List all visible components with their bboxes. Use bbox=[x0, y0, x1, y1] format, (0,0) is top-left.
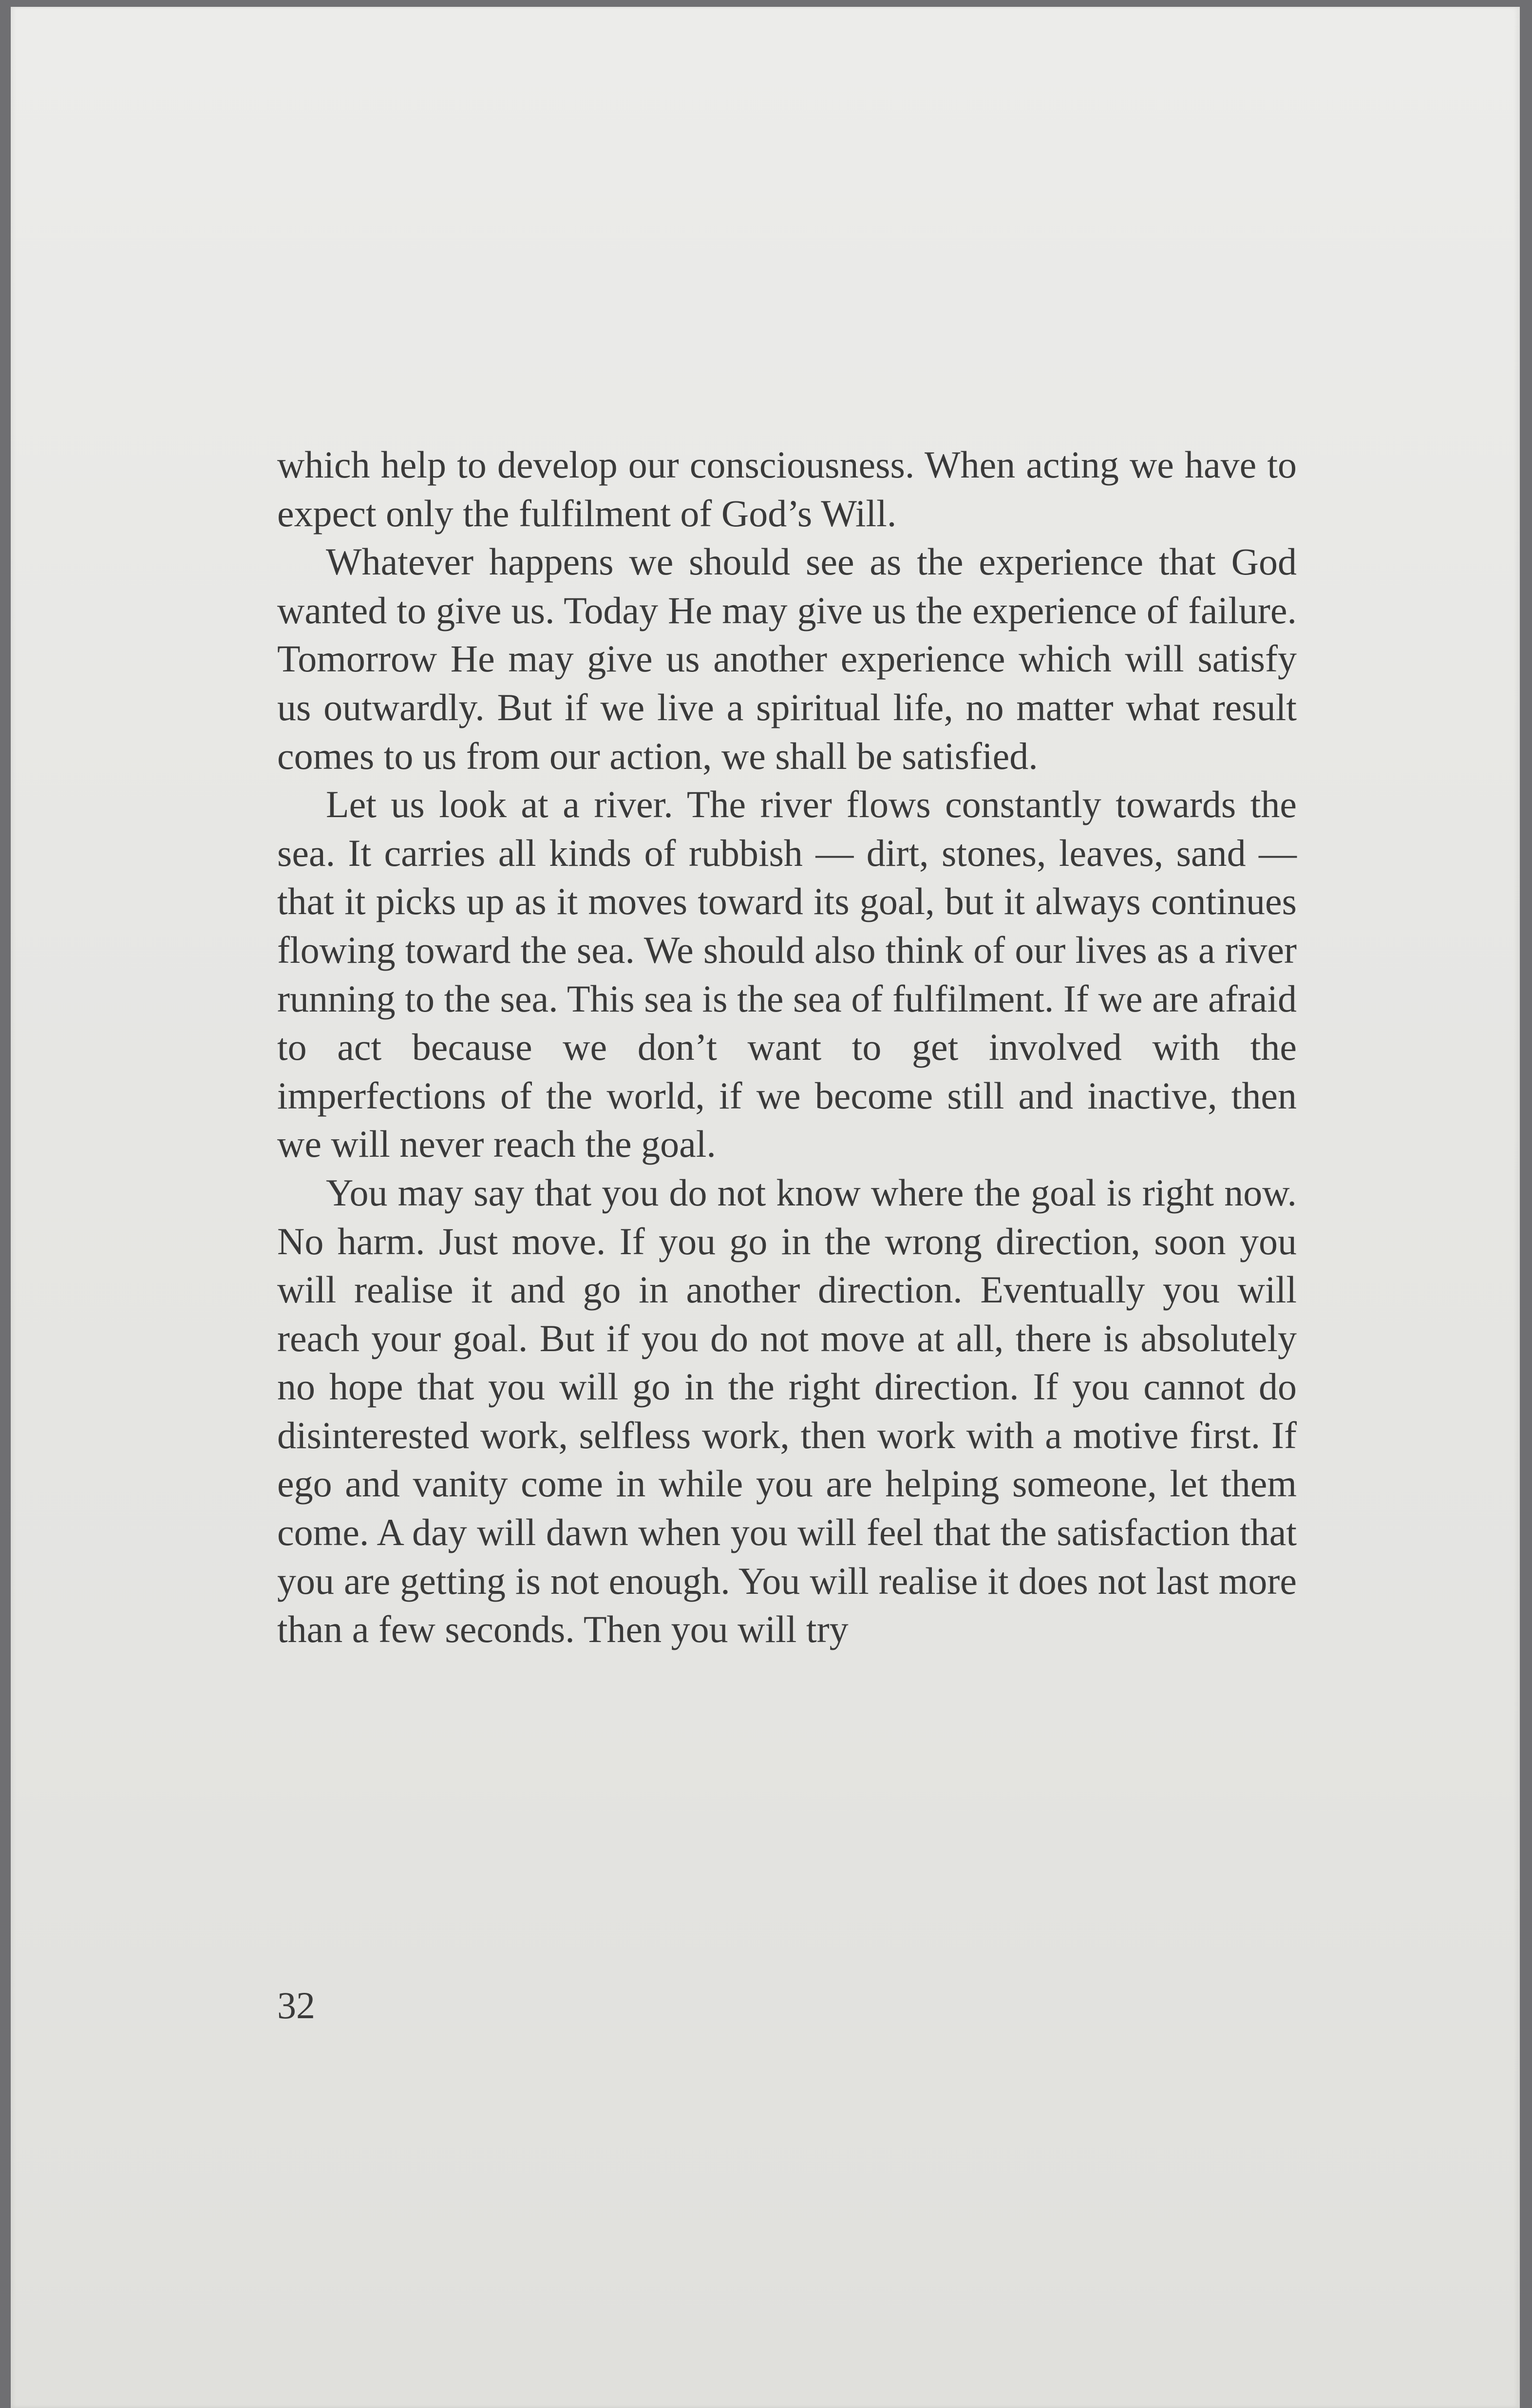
paragraph-river: Let us look at a river. The river flows constantly towards the sea. It carries all kinds of rubbish — dirt, stones, leaves, sand — that it picks up as it moves toward its goal, but it always continues flowing toward the sea. We should also think of our lives as a river running to the sea. This sea is the sea of fulfilment. If we are afraid to act because we don’t want to get involved with the imperfections of the world, if we become still and inactive, then we will never reach the goal. bbox=[277, 783, 1297, 1166]
body-text bbox=[277, 440, 1297, 1654]
paragraph-continuation: which help to develop our consciousness. When acting we have to expect only the fulfilment of God’s Will. bbox=[277, 443, 1297, 535]
paragraph-goal: You may say that you do not know where the goal is right now. No harm. Just move. If you go in the wrong direction, soon you will realise it and go in another direction. Eventually you will reach your goal. But if you do not move at all, there is absolutely no hope that you will go in the right direction. If you cannot do disinterested work, selfless work, then work with a motive first. If ego and vanity come in while you are helping someone, let them come. A day will dawn when you will feel that the satisfaction that you are getting is not enough. You will realise it does not last more than a few seconds. Then you will try bbox=[277, 1171, 1297, 1651]
paragraph-experience: Whatever happens we should see as the experience that God wanted to give us. Today He may give us the experience of failure. Tomorrow He may give us another experience which will satisfy us outwardly. But if we live a spiritual life, no matter what result comes to us from our action, we shall be satisfied. bbox=[277, 540, 1297, 777]
book-page bbox=[11, 7, 1520, 2408]
page-number: 32 bbox=[277, 1984, 315, 2026]
